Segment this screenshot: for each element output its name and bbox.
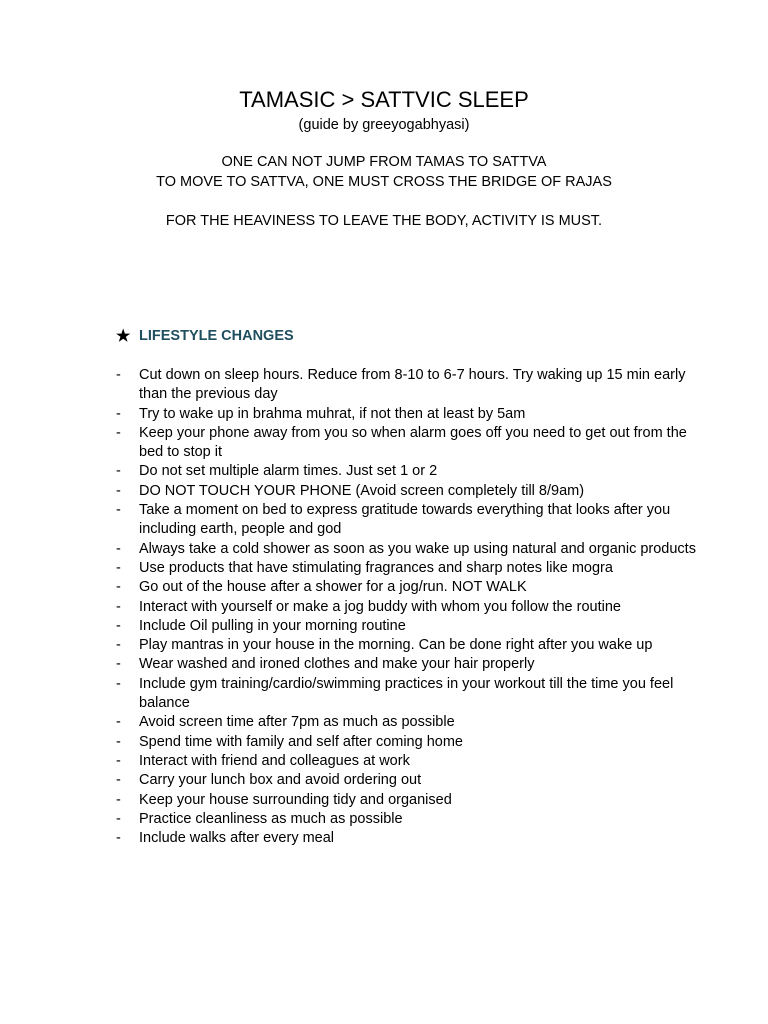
list-item-marker: - [116,617,121,634]
intro-line-2: TO MOVE TO SATTVA, ONE MUST CROSS THE BRIDGE OF RAJAS [156,174,612,190]
list-item [116,636,696,655]
list-item-marker: - [116,463,121,480]
list-item [116,752,696,771]
section-heading [116,327,294,346]
list-item [116,578,696,597]
list-item-text: Go out of the house after a shower for a jog/run. NOT WALK [139,579,527,596]
list-item-marker: - [116,559,121,576]
section-heading-label: LIFESTYLE CHANGES [139,328,294,344]
list-item-text: Always take a cold shower as soon as you wake up using natural and organic products [139,540,696,557]
list-item-text: Practice cleanliness as much as possible [139,810,403,827]
list-item [116,771,696,790]
list-item [116,501,696,540]
list-item [116,366,696,405]
list-item-marker: - [116,791,121,808]
list-item-marker: - [116,772,121,789]
list-item-marker: - [116,482,121,499]
list-item-marker: - [116,424,121,441]
list-item-text: Include walks after every meal [139,830,335,847]
star-icon: ★ [116,328,131,345]
list-item-marker: - [116,830,121,847]
list-item-marker: - [116,598,121,615]
list-item [116,791,696,810]
list-item [116,675,696,714]
list-item [116,733,696,752]
list-item-text: Interact with friend and colleagues at work [139,752,410,769]
list-item-marker: - [116,579,121,596]
list-item-marker: - [116,367,121,383]
list-item-text: Take a moment on bed to express gratitude towards everything that looks after you including earth, people and god [139,502,671,538]
list-item [116,617,696,636]
list-item-text: Spend time with family and self after coming home [139,733,463,750]
list-item-text: Include gym training/cardio/swimming practices in your workout till the time you feel balance [139,675,674,712]
list-item-text: Interact with yourself or make a jog buddy with whom you follow the routine [139,598,621,615]
page-subtitle: (guide by greeyogabhyasi) [298,117,470,133]
list-item-text: Play mantras in your house in the morning. Can be done right after you wake up [139,637,653,654]
list-item-marker: - [116,540,121,557]
list-item [116,559,696,578]
list-item-text: Keep your house surrounding tidy and organised [139,791,452,808]
list-item-text: Keep your phone away from you so when alarm goes off you need to get out from the bed to stop it [139,424,687,461]
list-item-text: Include Oil pulling in your morning routine [139,617,406,634]
list-item-marker: - [116,714,121,731]
page-title: TAMASIC > SATTVIC SLEEP [239,87,529,112]
list-item-marker: - [116,656,121,673]
list-item-text: DO NOT TOUCH YOUR PHONE (Avoid screen completely till 8/9am) [139,482,585,499]
list-item-text: Avoid screen time after 7pm as much as possible [139,714,455,731]
list-item-text: Try to wake up in brahma muhrat, if not then at least by 5am [139,405,526,422]
list-item-marker: - [116,637,121,654]
intro-line-1: ONE CAN NOT JUMP FROM TAMAS TO SATTVA [221,154,547,170]
list-item [116,829,696,848]
list-item [116,424,696,463]
list-item [116,405,696,424]
list-item-text: Wear washed and ironed clothes and make your hair properly [139,656,535,673]
list-item-text: Carry your lunch box and avoid ordering out [139,772,422,789]
list-item [116,482,696,501]
list-item [116,462,696,481]
list-item-marker: - [116,405,121,422]
list-item [116,810,696,829]
list-item-marker: - [116,675,121,692]
list-item [116,540,696,559]
list-item [116,713,696,732]
list-item-text: Use products that have stimulating fragrances and sharp notes like mogra [139,559,613,576]
list-item [116,598,696,617]
list-item-text: Cut down on sleep hours. Reduce from 8-10 to 6-7 hours. Try waking up 15 min early than the previous day [139,367,686,403]
list-item [116,655,696,674]
intro-line-3: FOR THE HEAVINESS TO LEAVE THE BODY, ACTIVITY IS MUST. [165,213,603,229]
list-item-text: Do not set multiple alarm times. Just set 1 or 2 [139,463,438,480]
list-item-marker: - [116,733,121,750]
list-item-marker: - [116,502,121,519]
list-item-marker: - [116,810,121,827]
lifestyle-list [116,366,696,848]
list-item-marker: - [116,752,121,769]
